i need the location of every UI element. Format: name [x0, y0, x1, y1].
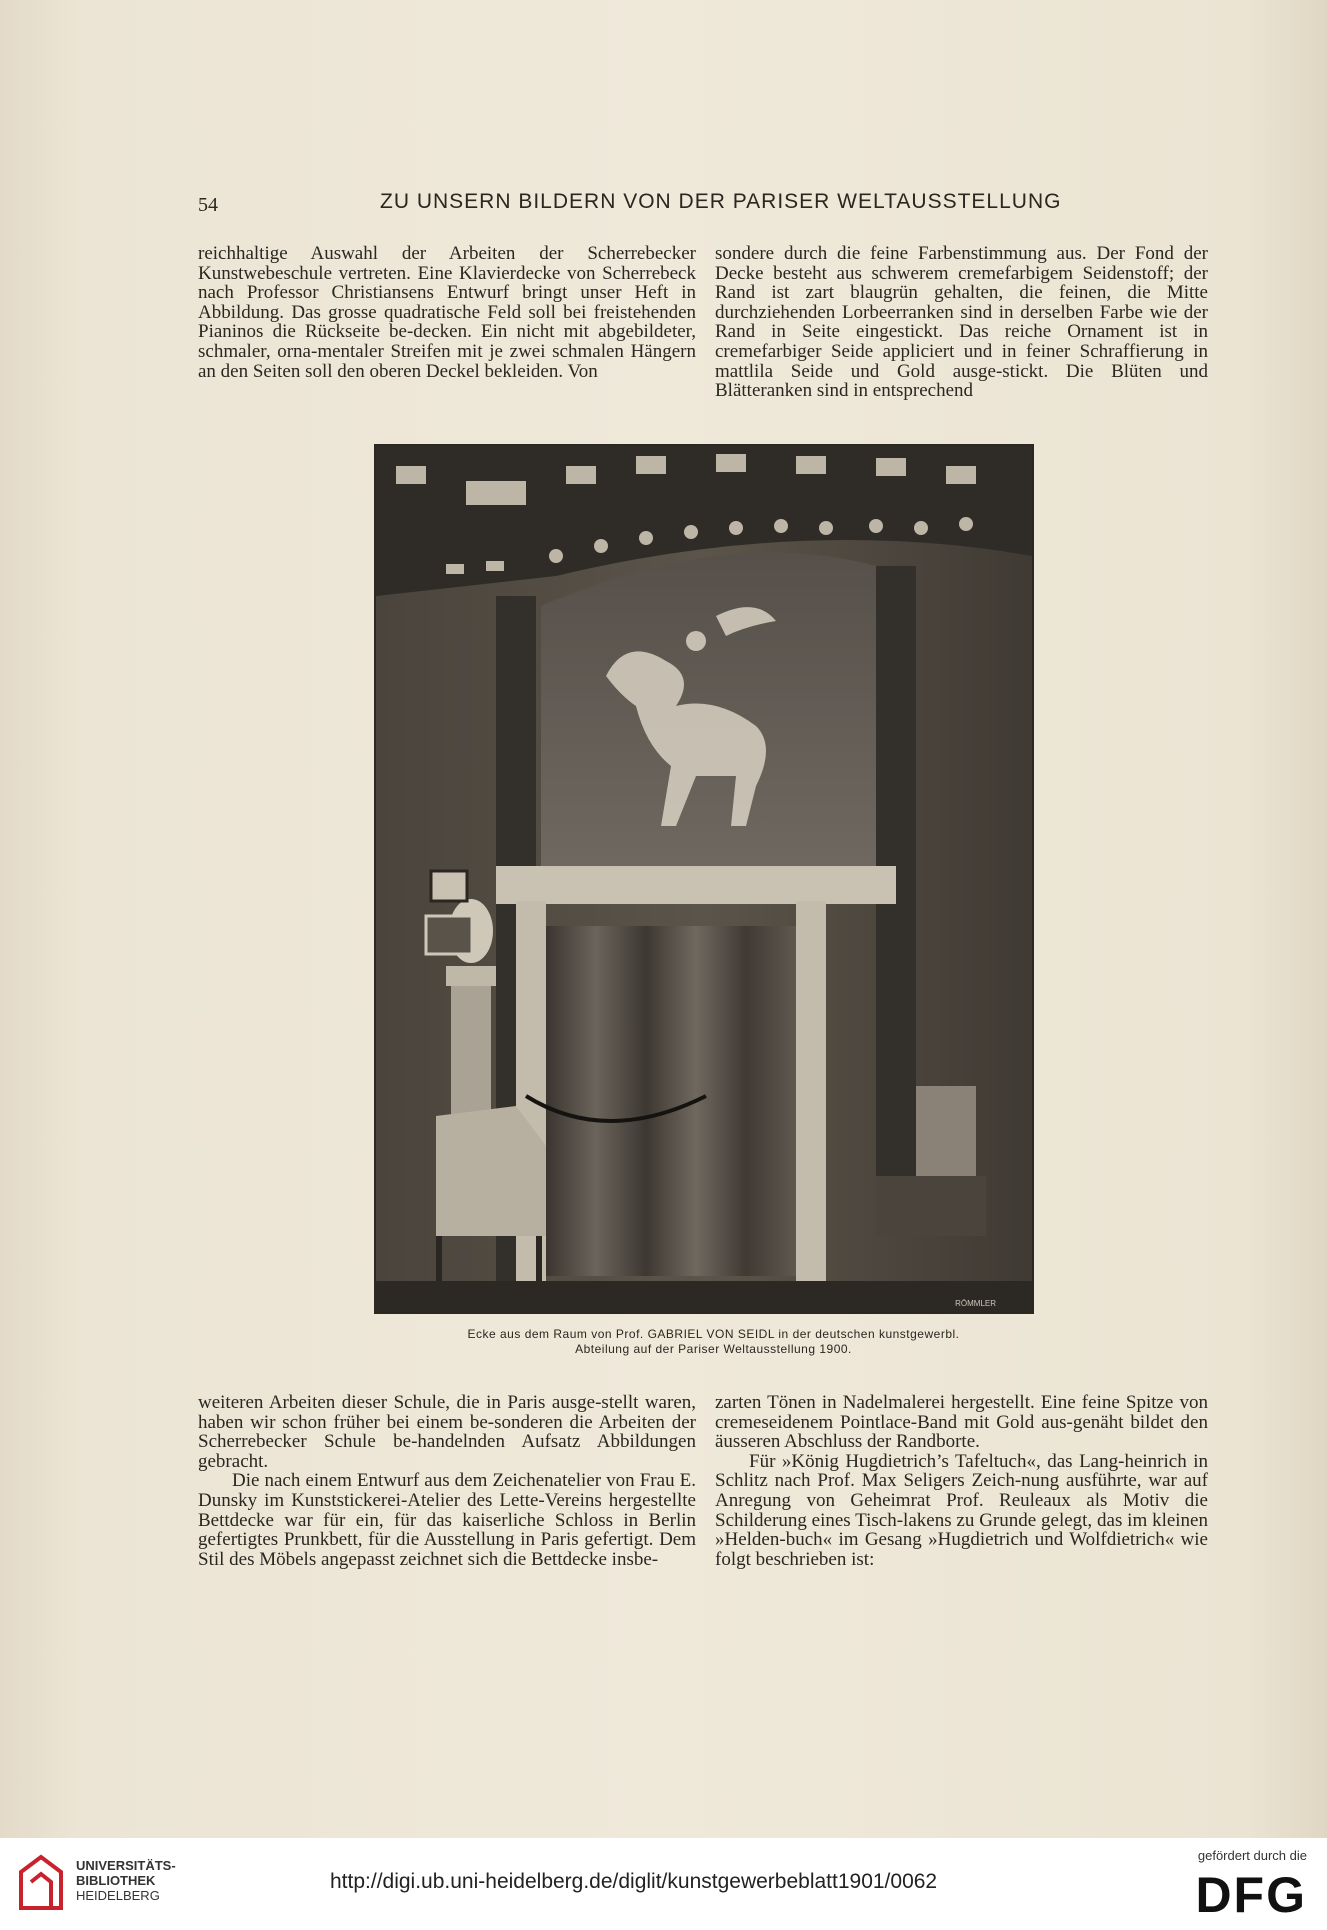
table: [436, 1106, 546, 1236]
page-number: 54: [198, 194, 218, 216]
paragraph: Für »König Hugdietrich’s Tafeltuch«, das Lang-heinrich in Schlitz nach Prof. Max Seligers Zeich-nung ausführte, war auf Anregung von Geheimrat Prof. Reuleaux als Motiv die Schilderung eines Tisch-lakens zu Grunde gelegt, das im kleinen »Helden-buch« im Gesang »Hugdietrich und Wolfdietrich« wie folgt beschrieben ist:: [715, 1450, 1208, 1570]
running-title: ZU UNSERN BILDERN VON DER PARISER WELTAUSSTELLUNG: [380, 190, 1062, 213]
photograph-figure: [374, 444, 1034, 1314]
figure-caption: [300, 1327, 1127, 1357]
text-column-top-right: [715, 244, 1208, 401]
text-column-top-left: [198, 244, 696, 381]
text-column-bottom-right: [715, 1393, 1208, 1569]
mantel-shelf: [496, 866, 896, 904]
wall-picture-1: [431, 871, 467, 901]
library-name-line: HEIDELBERG: [76, 1888, 160, 1903]
paragraph: reichhaltige Auswahl der Arbeiten der Scherrebecker Kunstwebeschule vertreten. Eine Klavierdecke von Scherrebeck nach Professor Christiansens Entwurf bringt unser Heft in Abbildung. Das grosse quadratische Feld soll bei freistehenden Pianinos die Rückseite be-decken. Ein nicht mit abgebildeter, schmaler, orna-mentaler Streifen mit je zwei schmalen Hängern an den Seiten soll den oberen Deckel bekleiden. Von: [198, 243, 696, 382]
caption-line-1: Ecke aus dem Raum von Prof. GABRIEL VON SEIDL in der deutschen kunstgewerbl.: [467, 1327, 960, 1341]
floor: [376, 1281, 1032, 1312]
library-name[interactable]: [76, 1858, 176, 1903]
chair-seat: [876, 1176, 986, 1236]
wall-picture-2: [426, 916, 472, 954]
paragraph: Die nach einem Entwurf aus dem Zeichenatelier von Frau E. Dunsky im Kunststickerei-Atelier des Lette-Vereins hergestellte Bettdecke war für ein, für das kaiserliche Schloss in Berlin gefertigtes Prunkbett, für die Ausstellung in Paris gefertigt. Dem Stil des Möbels angepasst zeichnet sich die Bettdecke insbe-: [198, 1470, 696, 1570]
text-column-bottom-left: [198, 1393, 696, 1569]
paragraph: zarten Tönen in Nadelmalerei hergestellt. Eine feine Spitze von cremeseidenem Pointlace-Band mit Gold aus-genäht bildet den äusseren Abschluss der Randborte.: [715, 1392, 1208, 1453]
photo-signature: RÖMMLER: [955, 1299, 996, 1308]
university-library-logo-icon[interactable]: [16, 1852, 66, 1914]
digitization-footer: [0, 1838, 1327, 1930]
library-name-line: UNIVERSITÄTS-: [76, 1858, 176, 1873]
page-header: [198, 190, 1098, 220]
bust-base: [446, 966, 496, 986]
dfg-logo[interactable]: DFG: [1195, 1867, 1307, 1923]
curtain: [546, 926, 796, 1276]
permalink-url[interactable]: http://digi.ub.uni-heidelberg.de/diglit/kunstgewerbeblatt1901/0062: [330, 1870, 938, 1893]
sponsor-label: gefördert durch die: [1197, 1848, 1307, 1863]
paragraph: sondere durch die feine Farbenstimmung aus. Der Fond der Decke besteht aus schwerem cremefarbigem Seidenstoff; der Rand ist zart blaugrün gehalten, die feinen, die Mitte durchziehenden Lorbeerranken sind in derselben Farbe wie der Rand in Seite eingestickt. Das reiche Ornament ist in cremefarbiger Seide appliciert und in feiner Schraffierung in mattlila Seide und Gold ausge-stickt. Die Blüten und Blätteranken sind in entsprechend: [715, 243, 1208, 402]
mantel-right-column: [796, 901, 826, 1281]
paragraph: weiteren Arbeiten dieser Schule, die in Paris ausge-stellt waren, haben wir schon früher bei einem be-sonderen die Arbeiten der Scherrebecker Schule be-handelnden Aufsatz Abbildungen gebracht.: [198, 1392, 696, 1472]
caption-line-2: Abteilung auf der Pariser Weltausstellung 1900.: [575, 1342, 852, 1356]
library-name-line: BIBLIOTHEK: [76, 1873, 156, 1888]
room-photograph: [376, 446, 1032, 1312]
